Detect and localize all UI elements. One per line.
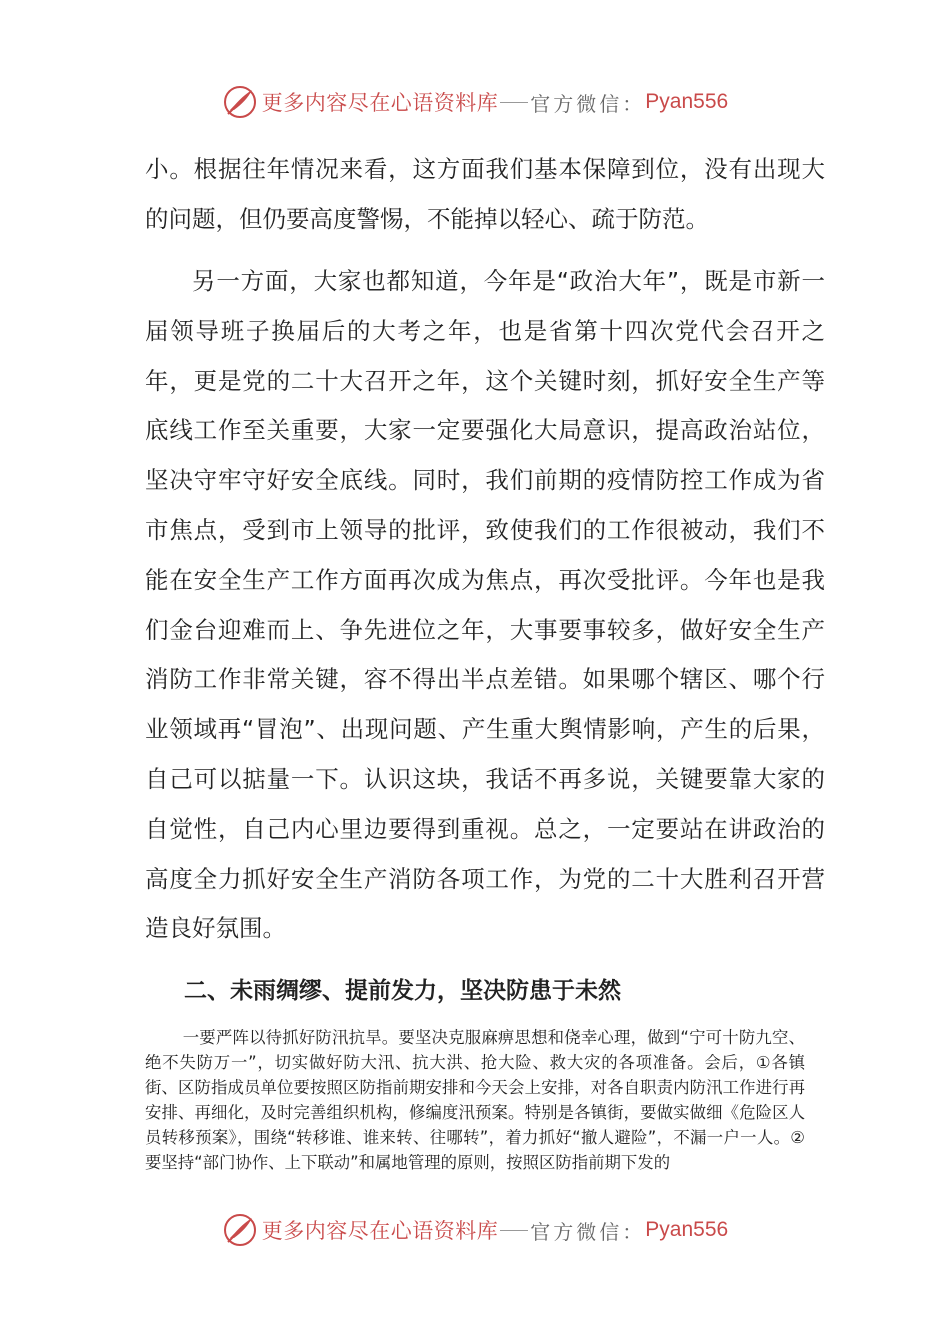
paragraph-continuation [145, 145, 825, 245]
banner-dash [500, 102, 528, 103]
quill-logo-icon [222, 1212, 258, 1248]
quill-logo-icon [222, 84, 258, 120]
banner-dash [500, 1230, 528, 1231]
paragraph-text: 小。根据往年情况来看，这方面我们基本保障到位，没有出现大的问题，但仍要高度警惕，不能掉以轻心、疏于防范。 [145, 155, 825, 233]
section-heading: 二、未雨绸缪、提前发力，坚决防患于未然 [184, 978, 621, 1004]
banner-wechat-label: 官方微信： [530, 91, 646, 116]
paragraph-flood-control: 一要严阵以待抓好防汛抗旱。要坚决克服麻痹思想和侥幸心理，做到“宁可十防九空、绝不失防万一”，切实做好防大汛、抗大洪、抢大险、救大灾的各项准备。会后，①各镇街、区防指成员单位要按照区防指前期安排和今天会上安排，对各自职责内防汛工作进行再安排、再细化，及时完善组织机构，修编度汛预案。特别是各镇街，要做实做细《危险区人员转移预案》，围绕“转移谁、谁来转、往哪转”，着力抓好“撤人避险”，不漏一户一人。②要坚持“部门协作、上下联动”和属地管理的原则，按照区防指前期下发的 [145, 1028, 805, 1173]
banner-brand-text: 更多内容尽在心语资料库 [261, 1219, 499, 1243]
banner-brand-text: 更多内容尽在心语资料库 [261, 91, 499, 115]
paragraph-political-year [145, 257, 825, 954]
banner-wechat-label: 官方微信： [530, 1219, 646, 1244]
footer-watermark-banner [0, 1210, 950, 1250]
paragraph-text: 另一方面，大家也都知道，今年是“政治大年”，既是市新一届领导班子换届后的大考之年，也是省第十四次党代会召开之年，更是党的二十大召开之年，这个关键时刻，抓好安全生产等底线工作至关重要，大家一定要强化大局意识，提高政治站位，坚决守牢守好安全底线。同时，我们前期的疫情防控工作成为省市焦点，受到市上领导的批评，致使我们的工作很被动，我们不能在安全生产工作方面再次成为焦点，再次受批评。今年也是我们金台迎难而上、争先进位之年，大事要事较多，做好安全生产消防工作非常关键，容不得出半点差错。如果哪个辖区、哪个行业领域再“冒泡”、出现问题、产生重大舆情影响，产生的后果，自己可以掂量一下。认识这块，我话不再多说，关键要靠大家的自觉性，自己内心里边要得到重视。总之，一定要站在讲政治的高度全力抓好安全生产消防各项工作，为党的二十大胜利召开营造良好氛围。 [145, 267, 825, 943]
header-watermark-banner [0, 82, 950, 122]
banner-wechat-id: Pyan556 [645, 1218, 729, 1241]
banner-wechat-id: Pyan556 [645, 90, 729, 113]
